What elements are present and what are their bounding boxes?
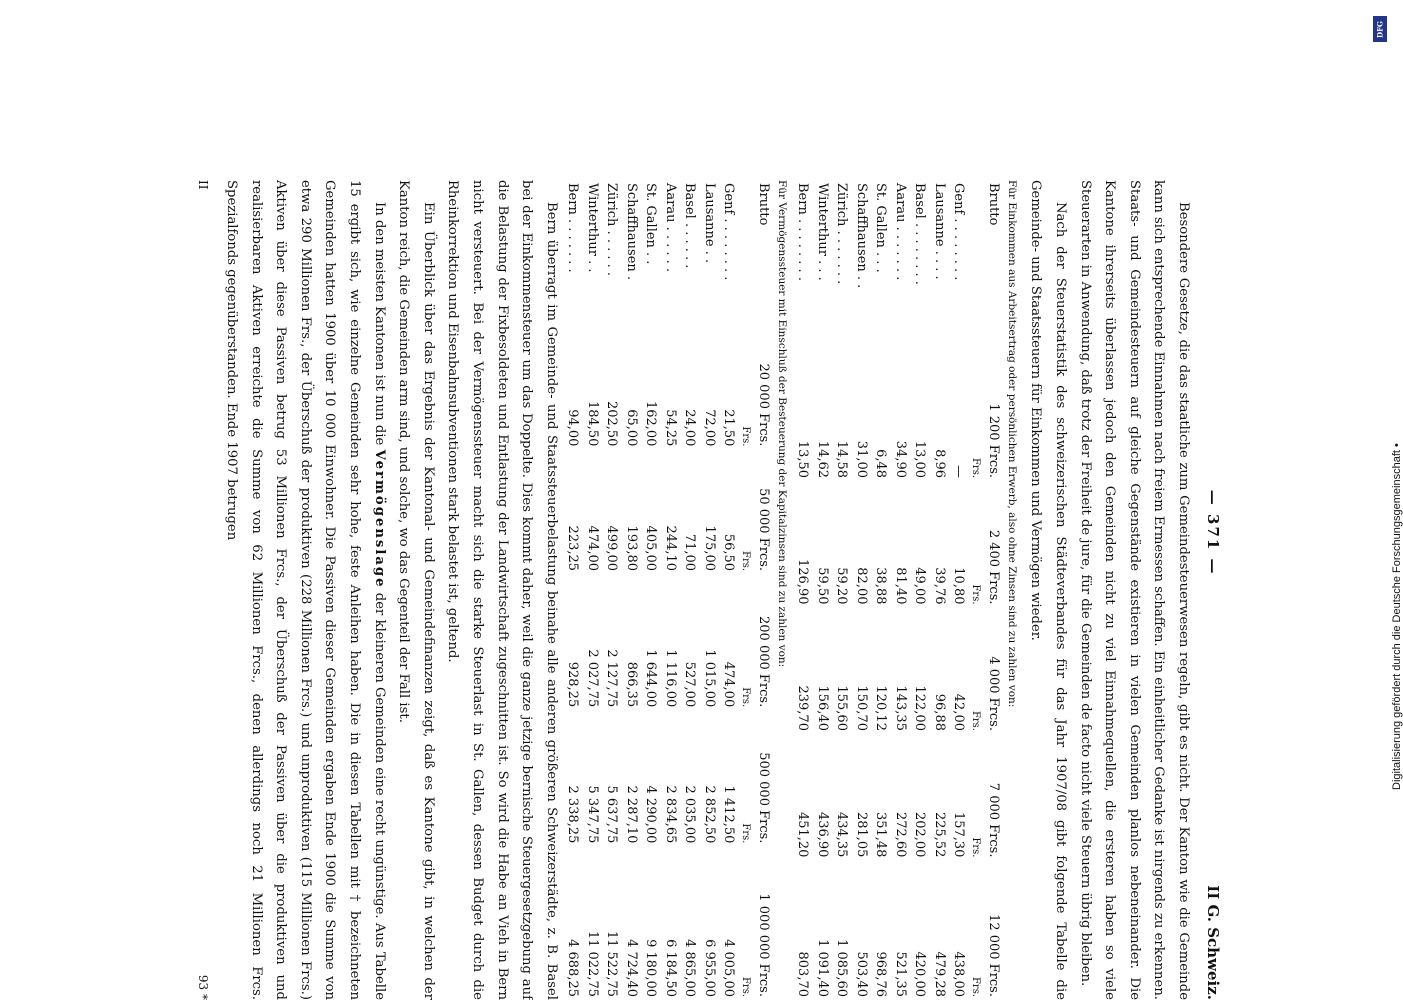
table-cell: 184,50	[584, 400, 600, 447]
row-label: Aarau . . . . . .	[662, 183, 678, 273]
table1-col: 1 200 Frcs.	[985, 403, 1001, 479]
row-label: Lausanne . . . .	[931, 183, 947, 280]
table-cell: 38,88	[873, 567, 889, 605]
table-cell: 1 116,00	[662, 649, 678, 708]
table-cell: 65,00	[623, 409, 639, 447]
table-cell: 8,96	[931, 449, 947, 479]
unit-label: Frs.	[740, 551, 752, 572]
row-label: Aarau . . . . . . .	[892, 183, 908, 281]
row-label: St. Gallen . .	[643, 183, 659, 265]
table2-caption: Für Vermögenssteuer mit Einschluß der Besteuerung der Kapitalzinsen sind zu zahlen von:	[775, 180, 788, 668]
table-row	[890, 180, 910, 1000]
unit-label: Frs.	[970, 584, 982, 605]
page-footer	[190, 180, 215, 1000]
table-cell: 122,00	[912, 685, 928, 731]
row-label: Basel . . . . . . . .	[912, 183, 928, 285]
table-cell: 803,70	[795, 951, 811, 997]
table-cell: 6 955,00	[701, 939, 717, 997]
paragraph-5-start: In den meisten Kantonen ist nun die	[371, 202, 387, 450]
row-label: St. Gallen . . .	[873, 183, 889, 273]
table-cell: 150,70	[853, 685, 869, 731]
page-number: — 371 —	[1204, 489, 1222, 576]
table-cell: 2 852,50	[701, 785, 717, 844]
table-cell: 272,60	[892, 811, 908, 858]
table-cell: 14,62	[814, 440, 830, 479]
dfg-credit: Digitalisierung gefördert durch die Deutsche Forschungsgemeinschaft •	[1391, 443, 1403, 790]
row-label: Winterthur . .	[584, 183, 600, 273]
table2-header-row	[753, 180, 773, 1000]
paragraph-3: Bern überragt im Gemeinde- und Staatssteuerbelastung beinahe alle anderen größeren Schweizerstädte, z. B. Basel bei der Einkommensteuer um das Doppelte. Dies kommt daher, weil die ganze jetzige bernische Steuergesetzgebung auf die Belastung der Fixbesoldeten und Entlastung der Landwirtschaft zugeschnitten ist. So wird die Habe an Vieh in Bern nicht versteuert. Bei der Vermögenssteuer macht sich die starke Steuerlast in St. Gallen, dessen Budget durch die Rheinkorrektion und Eisenbahnsubventionen stark belastet ist, geltend.	[445, 180, 559, 1000]
table-cell: 10,80	[951, 567, 967, 605]
table-cell: 1 091,40	[814, 939, 830, 997]
table2-col: 200 000 Frcs.	[755, 616, 771, 708]
table-cell: 71,00	[682, 533, 698, 572]
table-cell: 56,50	[721, 533, 737, 572]
table-cell: 162,00	[643, 400, 659, 447]
table-cell: 96,88	[931, 693, 947, 731]
unit-label: Frs.	[970, 837, 982, 858]
signature-mark: II	[195, 180, 210, 190]
table-cell: 5 347,75	[584, 785, 600, 844]
table-cell: 4 688,25	[565, 939, 581, 997]
paragraph-1: Besondere Gesetze, die das staatliche zum Gemeindesteuerwesen regeln, gibt es nicht. Der Kanton wie die Gemeinde kann sich entsprechende Einnahmen nach freiem Ermessen schaffen. Ein einheitlicher Gedanke ist nirgends zu erkennen. Staats- und Gemeindesteuern auf gleiche Gegenstände existieren in vielen Gemeinden planlos nebeneinander. Die Kantone ihrerseits überlassen jedoch den Gemeinden nicht zu viel Einnahmequellen, die ersteren haben so viele Steuerarten in Anwendung, daß trotz der Freiheit de jure, für die Gemeinden de facto nicht viele Steuern übrig bleiben.	[1077, 180, 1191, 1000]
rotated-page	[140, 180, 1225, 1000]
table-cell: 49,00	[912, 567, 928, 605]
table-cell: 225,52	[931, 811, 947, 858]
table-cell: 94,00	[565, 409, 581, 447]
footer-mark: 93 *	[195, 974, 210, 1000]
table-row	[699, 180, 719, 1000]
table-cell: 34,90	[892, 440, 908, 479]
table-row	[851, 180, 871, 1000]
table-cell: 14,58	[834, 440, 850, 479]
table-cell: 968,76	[873, 951, 889, 997]
table-cell: 479,28	[931, 951, 947, 997]
table-cell: 6 184,50	[662, 939, 678, 997]
table-cell: 72,00	[701, 409, 717, 447]
table-cell: 5 637,75	[604, 785, 620, 844]
income-tax-table	[793, 180, 1003, 1000]
table-cell: 405,00	[643, 525, 659, 572]
table-cell: —	[951, 465, 967, 479]
row-label: Zürich . . . . . . .	[834, 183, 850, 285]
table-row	[621, 180, 641, 1000]
table-row	[719, 180, 739, 1000]
table-cell: 13,50	[795, 440, 811, 479]
table-cell: 866,35	[623, 661, 639, 708]
table-cell: 4 865,00	[682, 939, 698, 997]
table-row	[929, 180, 949, 1000]
dfg-logo: DFG	[1373, 16, 1387, 42]
table-cell: 4 005,00	[721, 939, 737, 997]
table-cell: 499,00	[604, 525, 620, 572]
table-row	[641, 180, 661, 1000]
table-cell: 521,35	[892, 951, 908, 997]
table-cell: 2 287,10	[623, 785, 639, 844]
table1-col: 12 000 Frcs.	[985, 914, 1001, 997]
table-row	[832, 180, 852, 1000]
unit-label: Frs.	[740, 976, 752, 997]
table-cell: 1 644,00	[643, 649, 659, 708]
table1-lead: Brutto	[985, 183, 1001, 226]
emphasis-vermoegenslage: Vermögenslage	[371, 449, 387, 589]
table2-col: 1 000 000 Frcs.	[755, 893, 771, 997]
table-row	[680, 180, 700, 1000]
table1-caption: Für Einkommen aus Arbeitsertrag oder persönlichen Erwerb, also ohne Zinsen sind zu zahlen von:	[1005, 180, 1018, 708]
unit-label: Frs.	[740, 426, 752, 447]
row-label: Schaffhausen .	[623, 183, 639, 281]
paragraph-5	[219, 180, 391, 1000]
paragraph-4: Ein Überblick über das Ergebnis der Kantonal- und Gemeindefinanzen zeigt, daß es Kantone gibt, in welchen der Kanton reich, die Gemeinden arm sind, und solche, wo das Gegenteil der Fall ist.	[396, 180, 436, 1000]
table-cell: 31,00	[853, 440, 869, 479]
table-cell: 2 027,75	[584, 649, 600, 708]
table-cell: 193,80	[623, 525, 639, 572]
row-label: Genf . . . . . . . .	[721, 183, 737, 281]
row-label: Zürich . . . . . .	[604, 183, 620, 277]
table1-unit-row	[968, 180, 983, 1000]
table-cell: 202,50	[604, 400, 620, 447]
table-row	[563, 180, 583, 1000]
table-cell: 6,48	[873, 449, 889, 479]
table-cell: 9 180,00	[643, 939, 659, 997]
row-label: Schaffhausen . .	[853, 183, 869, 289]
table-cell: 42,00	[951, 693, 967, 731]
table-cell: 503,40	[853, 951, 869, 997]
table1-col: 2 400 Frcs.	[985, 529, 1001, 605]
table2-body	[563, 180, 739, 1000]
row-label: Lausanne . .	[701, 183, 717, 264]
table-row	[602, 180, 622, 1000]
table-cell: 244,10	[662, 525, 678, 572]
unit-label: Frs.	[970, 710, 982, 731]
wealth-tax-table	[563, 180, 773, 1000]
row-label: Bern . . . . . . . .	[795, 183, 811, 281]
unit-label: Frs.	[740, 823, 752, 844]
table-cell: 24,00	[682, 409, 698, 447]
table-cell: 157,30	[951, 811, 967, 858]
table-row	[793, 180, 813, 1000]
table-cell: 143,35	[892, 685, 908, 731]
row-label: Winterthur . . .	[814, 183, 830, 281]
table-row	[582, 180, 602, 1000]
table-cell: 239,70	[795, 685, 811, 731]
table-cell: 120,12	[873, 685, 889, 731]
table-cell: 351,48	[873, 811, 889, 858]
paragraph-5-rest: der kleineren Gemeinden eine recht ungünstige. Aus Tabelle 15 ergibt sich, wie einzelne Gemeinden sehr hohe, feste Anleihen haben. Die in diesen Tabellen mit † bezeichneten Gemeinden hatten 1900 über 10 000 Einwohner. Die Passiven dieser Gemeinden ergaben Ende 1900 die Summe von etwa 290 Millionen Frs., der Überschuß der produktiven (228 Millionen Frcs.) und unproduktiven (115 Millionen Frcs.) Aktiven über diese Passiven betrug 53 Millionen Frcs., der Überschuß der Passiven über die produktiven und realisierbaren Aktiven erreichte die Summe von 62 Millionen Frcs., denen allerdings noch 21 Millionen Frcs. Spezialfonds gegenüberstanden. Ende 1907 betrugen	[224, 180, 387, 1000]
table2-unit-row	[738, 180, 753, 1000]
dfg-sidebar	[1371, 8, 1403, 798]
row-label: Bern . . . . . . .	[565, 183, 581, 273]
table-cell: 2 338,25	[565, 785, 581, 844]
table-cell: 155,60	[834, 685, 850, 731]
table-cell: 2 127,75	[604, 649, 620, 708]
table-cell: 11 522,75	[604, 930, 620, 997]
table-cell: 126,90	[795, 559, 811, 605]
table1-col: 4 000 Frcs.	[985, 656, 1001, 731]
table2-col: 50 000 Frcs.	[755, 488, 771, 572]
table-cell: 202,00	[912, 811, 928, 858]
table-cell: 527,00	[682, 661, 698, 708]
table1-col: 7 000 Frcs.	[985, 782, 1001, 858]
page-header	[1195, 180, 1225, 1000]
table1-body	[793, 180, 969, 1000]
table-cell: 59,20	[834, 567, 850, 605]
table2-col: 500 000 Frcs.	[755, 752, 771, 844]
table-cell: 434,35	[834, 811, 850, 858]
paragraph-2: Nach der Steuerstatistik des schweizerischen Städteverbandes für das Jahr 1907/08 gibt folgende Tabelle die Gemeinde- und Staatssteuern für Einkommen und Vermögen wieder.	[1028, 180, 1069, 1000]
table-cell: 54,25	[662, 409, 678, 447]
table-cell: 438,00	[951, 951, 967, 997]
section-title: II G. Schweiz.	[1204, 885, 1222, 1000]
table-cell: 13,00	[912, 440, 928, 479]
table-cell: 474,00	[721, 661, 737, 708]
table-cell: 4 290,00	[643, 785, 659, 844]
table-cell: 451,20	[795, 811, 811, 858]
unit-label: Frs.	[970, 976, 982, 997]
table-cell: 1 015,00	[701, 649, 717, 708]
table-row	[660, 180, 680, 1000]
table1-header-row	[983, 180, 1003, 1000]
table-cell: 2 035,00	[682, 785, 698, 844]
table-cell: 1 412,50	[721, 785, 737, 844]
row-label: Basel . . . . . .	[682, 183, 698, 269]
table-cell: 11 022,75	[584, 930, 600, 997]
table-cell: 223,25	[565, 525, 581, 572]
table-row	[871, 180, 891, 1000]
row-label: Genf . . . . . . . .	[951, 183, 967, 281]
table-cell: 281,05	[853, 811, 869, 858]
table-cell: 420,00	[912, 951, 928, 997]
table-cell: 436,90	[814, 811, 830, 858]
table-cell: 82,00	[853, 567, 869, 605]
table-row	[910, 180, 930, 1000]
table-cell: 21,50	[721, 409, 737, 447]
table-cell: 175,00	[701, 525, 717, 572]
table-cell: 4 724,40	[623, 939, 639, 997]
table-cell: 474,00	[584, 525, 600, 572]
table-cell: 156,40	[814, 685, 830, 731]
table-cell: 59,50	[814, 567, 830, 605]
table-row	[812, 180, 832, 1000]
table-cell: 928,25	[565, 661, 581, 708]
table-cell: 2 834,65	[662, 785, 678, 844]
table2-col: 20 000 Frcs.	[755, 363, 771, 447]
unit-label: Frs.	[970, 457, 982, 479]
table-cell: 1 085,60	[834, 939, 850, 997]
table-cell: 81,40	[892, 567, 908, 605]
table-row	[949, 180, 969, 1000]
table2-lead: Brutto	[755, 183, 771, 226]
table-cell: 39,76	[931, 567, 947, 605]
unit-label: Frs.	[740, 687, 752, 708]
